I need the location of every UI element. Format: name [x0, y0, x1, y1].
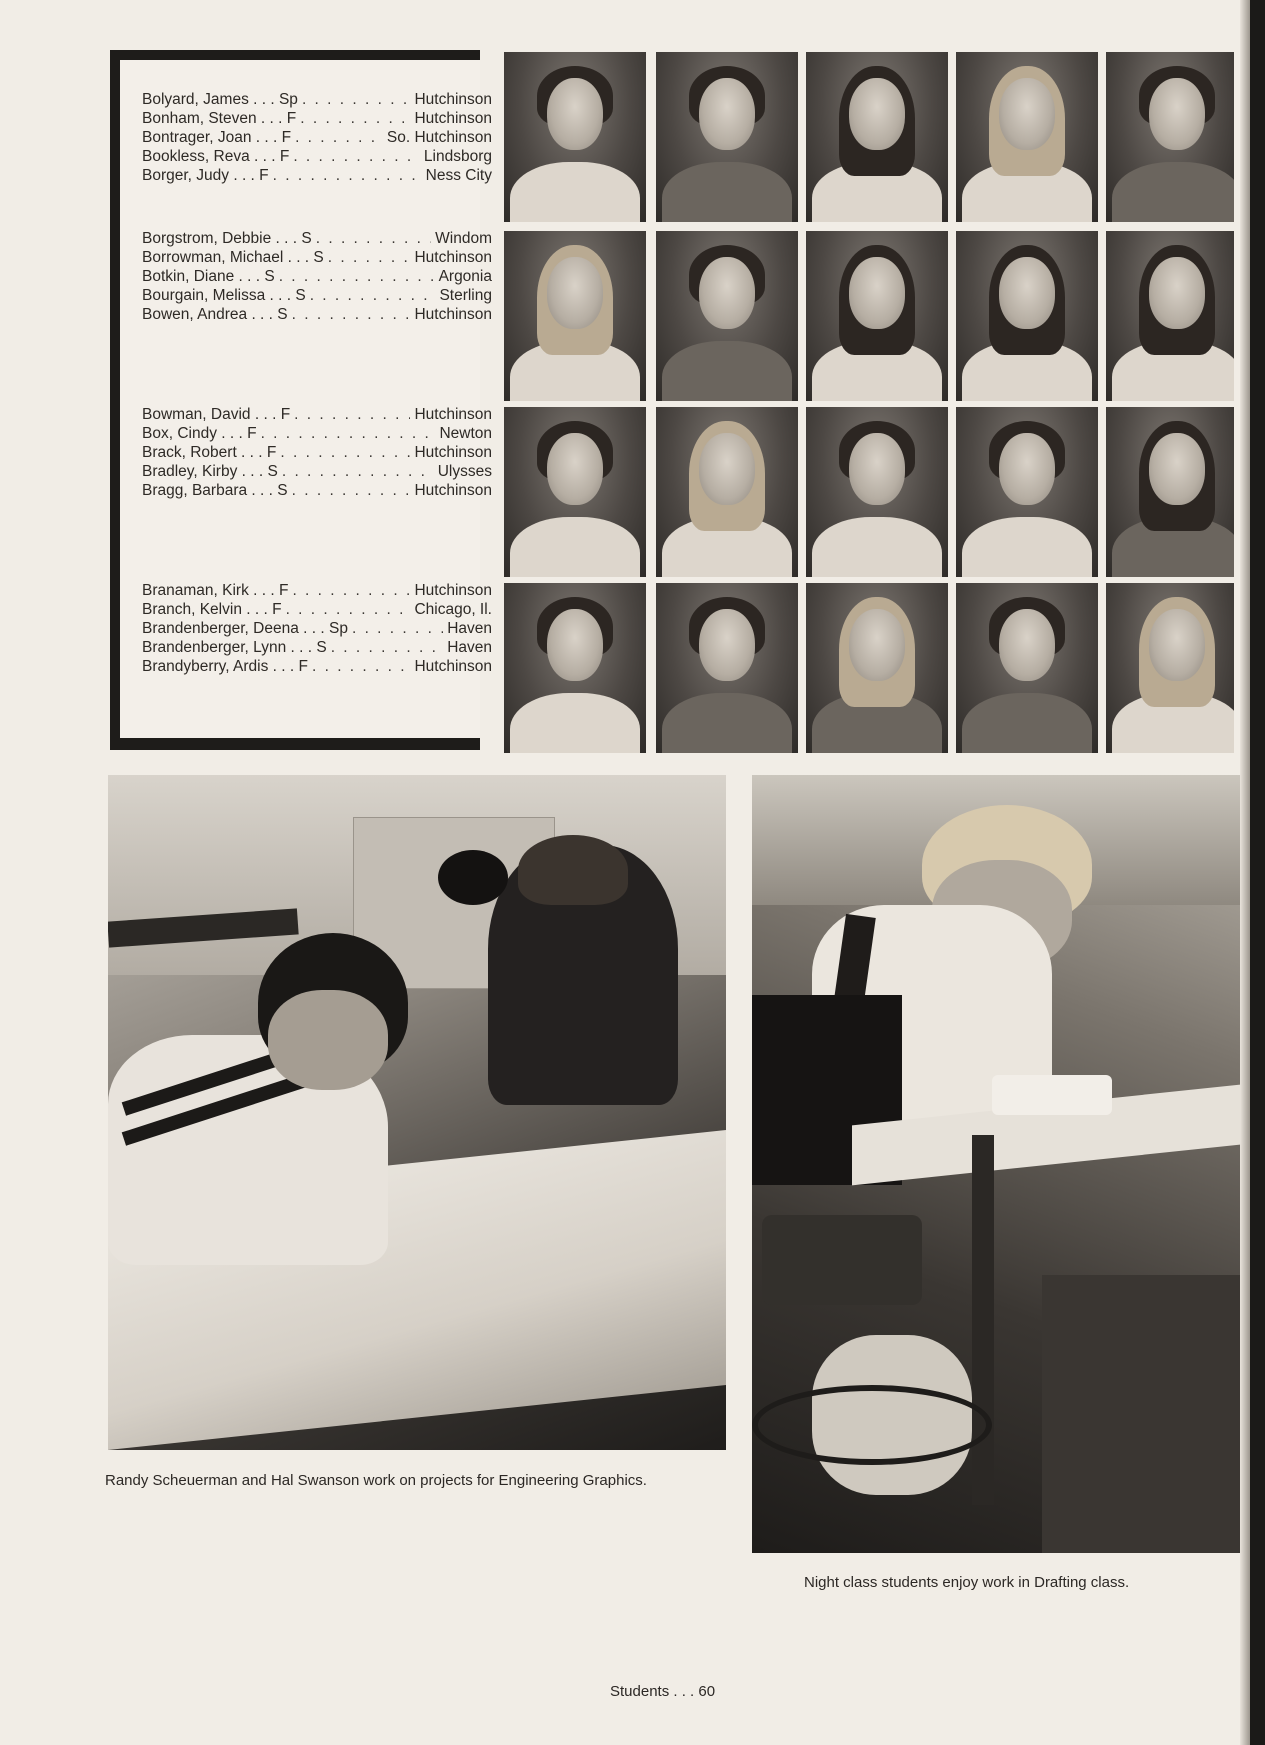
roster-row	[142, 166, 492, 185]
student-name: Brandenberger, Deena . . . Sp	[142, 620, 348, 637]
student-town: Sterling	[439, 287, 492, 304]
student-portrait	[504, 231, 646, 401]
student-town: Hutchinson	[414, 249, 492, 266]
roster-group-3	[142, 405, 492, 500]
student-town: Lindsborg	[423, 148, 492, 165]
roster-row	[142, 405, 492, 424]
student-town: Hutchinson	[414, 444, 492, 461]
student-name: Bowman, David . . . F	[142, 406, 291, 423]
student-name: Bonham, Steven . . . F	[142, 110, 297, 127]
student-town: Ness City	[425, 167, 492, 184]
page-folio: Students . . . 60	[610, 1683, 716, 1700]
student-name: Bookless, Reva . . . F	[142, 148, 290, 165]
student-town: Hutchinson	[414, 306, 492, 323]
student-town: Chicago, Il.	[414, 601, 492, 618]
student-portrait	[1106, 231, 1234, 401]
student-name: Borgstrom, Debbie . . . S	[142, 230, 312, 247]
student-portrait	[806, 231, 948, 401]
student-name: Botkin, Diane . . . S	[142, 268, 275, 285]
student-town: Hutchinson	[414, 406, 492, 423]
drafting-photo-left	[108, 775, 726, 1450]
student-town: Argonia	[438, 268, 492, 285]
roster-group-1	[142, 90, 492, 185]
student-portrait	[656, 52, 798, 222]
student-name: Box, Cindy . . . F	[142, 425, 257, 442]
roster-row	[142, 147, 492, 166]
student-portrait	[504, 52, 646, 222]
drafting-photo-right	[752, 775, 1240, 1553]
roster-row	[142, 90, 492, 109]
student-town: Windom	[435, 230, 492, 247]
roster-row	[142, 462, 492, 481]
student-town: Hutchinson	[414, 582, 492, 599]
student-name: Bolyard, James . . . Sp	[142, 91, 298, 108]
roster-row	[142, 657, 492, 676]
roster-row	[142, 248, 492, 267]
student-portrait	[806, 583, 948, 753]
student-portrait	[956, 407, 1098, 577]
student-name: Borrowman, Michael . . . S	[142, 249, 324, 266]
student-portrait	[956, 583, 1098, 753]
roster-row	[142, 286, 492, 305]
roster-group-4	[142, 581, 492, 676]
student-portrait	[504, 583, 646, 753]
caption-left: Randy Scheuerman and Hal Swanson work on projects for Engineering Graphics.	[105, 1472, 647, 1489]
student-town: Ulysses	[437, 463, 492, 480]
student-name: Branaman, Kirk . . . F	[142, 582, 289, 599]
student-portrait	[806, 52, 948, 222]
roster-row	[142, 638, 492, 657]
student-name: Bowen, Andrea . . . S	[142, 306, 288, 323]
roster-row	[142, 581, 492, 600]
student-portrait	[656, 407, 798, 577]
student-name: Bradley, Kirby . . . S	[142, 463, 278, 480]
roster-row	[142, 600, 492, 619]
roster-row	[142, 443, 492, 462]
roster-row	[142, 109, 492, 128]
student-portrait	[656, 583, 798, 753]
student-name: Brandyberry, Ardis . . . F	[142, 658, 308, 675]
student-portrait	[956, 52, 1098, 222]
student-portrait	[1106, 407, 1234, 577]
student-portrait	[504, 407, 646, 577]
student-town: Haven	[447, 620, 492, 637]
caption-right: Night class students enjoy work in Drafting class.	[804, 1574, 1130, 1591]
student-name: Brandenberger, Lynn . . . S	[142, 639, 327, 656]
roster-row	[142, 424, 492, 443]
page-edge	[1250, 0, 1265, 1745]
student-name: Branch, Kelvin . . . F	[142, 601, 282, 618]
student-name: Bragg, Barbara . . . S	[142, 482, 288, 499]
student-town: Hutchinson	[414, 110, 492, 127]
roster-row	[142, 305, 492, 324]
student-name: Brack, Robert . . . F	[142, 444, 277, 461]
roster-row	[142, 619, 492, 638]
student-portrait	[1106, 52, 1234, 222]
roster-row	[142, 229, 492, 248]
student-town: Hutchinson	[414, 658, 492, 675]
page-edge-shadow	[1240, 0, 1250, 1745]
roster-group-2	[142, 229, 492, 324]
roster-row	[142, 128, 492, 147]
roster-row	[142, 481, 492, 500]
student-town: Newton	[439, 425, 492, 442]
student-portrait	[806, 407, 948, 577]
roster-box	[110, 50, 492, 750]
student-portrait	[656, 231, 798, 401]
roster-row	[142, 267, 492, 286]
student-name: Borger, Judy . . . F	[142, 167, 269, 184]
student-town: Hutchinson	[414, 482, 492, 499]
student-town: Hutchinson	[414, 91, 492, 108]
student-name: Bontrager, Joan . . . F	[142, 129, 292, 146]
student-town: So. Hutchinson	[386, 129, 492, 146]
student-portrait	[956, 231, 1098, 401]
student-name: Bourgain, Melissa . . . S	[142, 287, 306, 304]
student-town: Haven	[447, 639, 492, 656]
student-portrait	[1106, 583, 1234, 753]
